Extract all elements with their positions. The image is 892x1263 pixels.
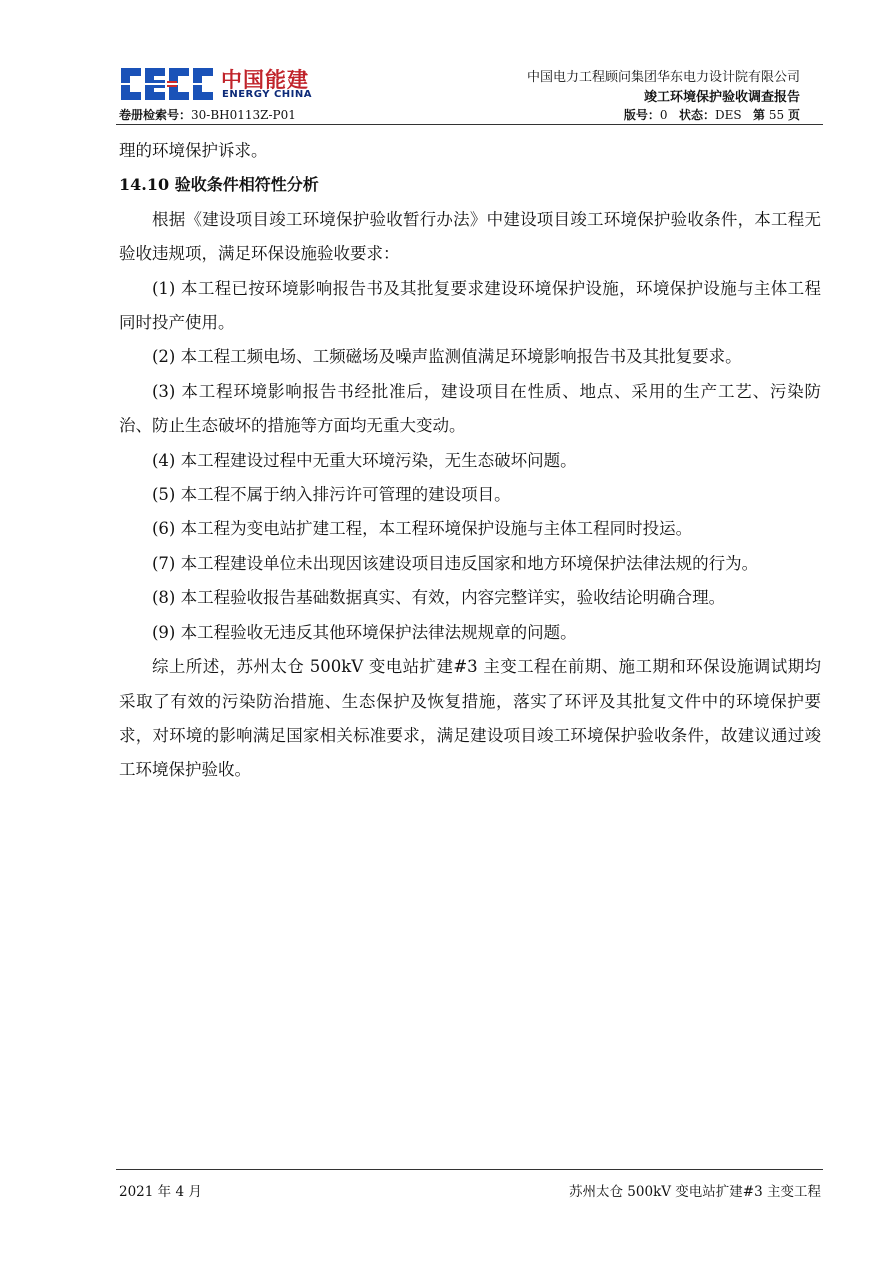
list-item-9: (9) 本工程验收无违反其他环境保护法律法规规章的问题。 [152, 622, 577, 642]
version-label: 版号： [623, 108, 660, 122]
list-item-8: (8) 本工程验收报告基础数据真实、有效，内容完整详实，验收结论明确合理。 [152, 588, 726, 608]
logo-chinese-text: 中国能建 [221, 68, 309, 92]
conclusion-paragraph: 综上所述，苏州太仓 500kV 变电站扩建#3 主变工程在前期、施工期和环保设施调试期均采取了有效的污染防治措施、生态保护及恢复措施，落实了环评及其批复文件中的环境保护要求，对环境的影响满足国家相关标准要求，满足建设项目竣工环境保护验收条件，故建议通过竣工环境保护验收。 [119, 657, 821, 780]
continued-paragraph: 理的环境保护诉求。 [119, 141, 268, 160]
footer-project-name: 苏州太仓 500kV 变电站扩建#3 主变工程 [569, 1184, 821, 1200]
status-value: DES [714, 108, 742, 122]
version-status-page [624, 106, 800, 123]
section-heading [119, 168, 821, 202]
company-name: 中国电力工程顾问集团华东电力设计院有限公司 [526, 70, 800, 85]
section-title: 验收条件相符性分析 [174, 175, 319, 195]
doc-number-value: 30-BH0113Z-P01 [191, 108, 296, 122]
page-label-post: 页 [787, 108, 800, 122]
version-value: 0 [659, 108, 668, 122]
ceec-logo-icon [119, 66, 215, 102]
list-item-3: (3) 本工程环境影响报告书经批准后，建设项目在性质、地点、采用的生产工艺、污染防治、防止生态破坏的措施等方面均无重大变动。 [119, 381, 821, 436]
page-number: 55 [768, 108, 785, 122]
list-item-6: (6) 本工程为变电站扩建工程，本工程环境保护设施与主体工程同时投运。 [152, 519, 693, 539]
intro-paragraph: 根据《建设项目竣工环境保护验收暂行办法》中建设项目竣工环境保护验收条件，本工程无验收违规项，满足环保设施验收要求： [119, 209, 821, 264]
logo-english-text: ENERGY CHINA [222, 89, 312, 100]
header-divider [116, 124, 823, 125]
company-logo [119, 66, 319, 102]
list-item-1: (1) 本工程已按环境影响报告书及其批复要求建设环境保护设施，环境保护设施与主体工程同时投产使用。 [119, 278, 821, 333]
footer-divider [116, 1169, 823, 1170]
page-label-pre: 第 [753, 108, 766, 122]
section-number: 14.10 [119, 175, 170, 195]
list-item-2: (2) 本工程工频电场、工频磁场及噪声监测值满足环境影响报告书及其批复要求。 [152, 347, 742, 367]
page-body [119, 134, 821, 788]
list-item-5: (5) 本工程不属于纳入排污许可管理的建设项目。 [152, 485, 511, 505]
footer-date: 2021 年 4 月 [119, 1184, 202, 1200]
status-label: 状态： [678, 108, 715, 122]
doc-number-label: 卷册检索号： [119, 108, 192, 122]
list-item-4: (4) 本工程建设过程中无重大环境污染，无生态破坏问题。 [152, 450, 577, 470]
doc-number [119, 106, 296, 123]
list-item-7: (7) 本工程建设单位未出现因该建设项目违反国家和地方环境保护法律法规的行为。 [152, 553, 759, 573]
report-title: 竣工环境保护验收调查报告 [643, 90, 800, 105]
